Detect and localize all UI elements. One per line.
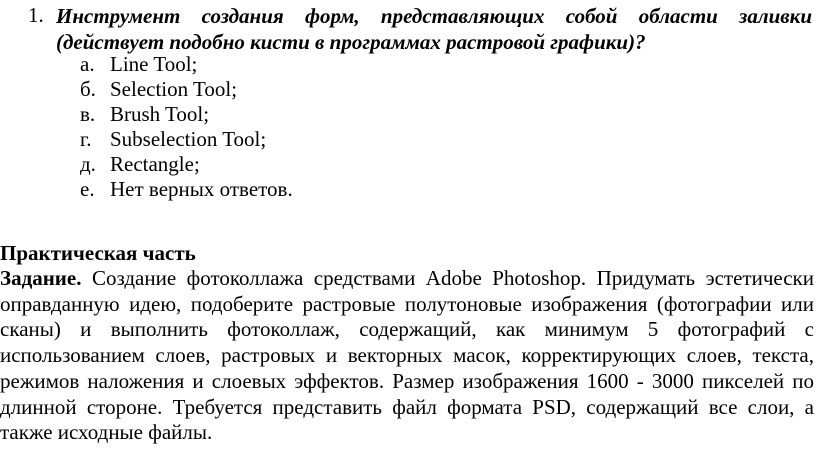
task-text: Создание фотоколлажа средствами Adobe Photoshop. Придумать эстетически оправданную идею, подоберите растровые полутоновые изображения (фотографии или сканы) и выполнить фотоколлаж, содержащий, как минимум 5 фотографий с использованием слоев, растровых и векторных масок, корректирующих слоев, текста, режимов наложения и слоевых эффектов. Размер изображения 1600 - 3000 пикселей по длинной стороне. Требуется представить файл формата PSD, содержащий все слои, а также исходные файлы. [0,266,814,445]
question-text [56,3,812,55]
option-letter: е. [80,177,95,201]
answer-option [80,127,293,152]
option-text: Нет верных ответов. [110,177,293,201]
answer-option [80,102,293,127]
task-label: Задание. [0,266,82,290]
question-number: 1. [28,3,44,27]
section-title: Практическая часть [0,241,196,265]
question-text-line-2: (действует подобно кисти в программах растровой графики)? [56,30,646,54]
option-letter: в. [80,102,96,126]
answer-options [80,52,293,202]
answer-option [80,77,293,102]
task-paragraph [0,266,814,446]
option-text: Rectangle; [110,152,200,176]
question-text-line-1: Инструмент создания форм, представляющих собой области заливки [56,4,812,28]
answer-option [80,52,293,77]
option-text: Line Tool; [110,52,198,76]
option-letter: г. [80,127,92,151]
option-text: Subselection Tool; [110,127,267,151]
option-text: Selection Tool; [110,77,238,101]
answer-option [80,177,293,202]
option-letter: а. [80,52,95,76]
option-letter: б. [80,77,96,101]
option-letter: д. [80,152,96,176]
answer-option [80,152,293,177]
option-text: Brush Tool; [110,102,210,126]
